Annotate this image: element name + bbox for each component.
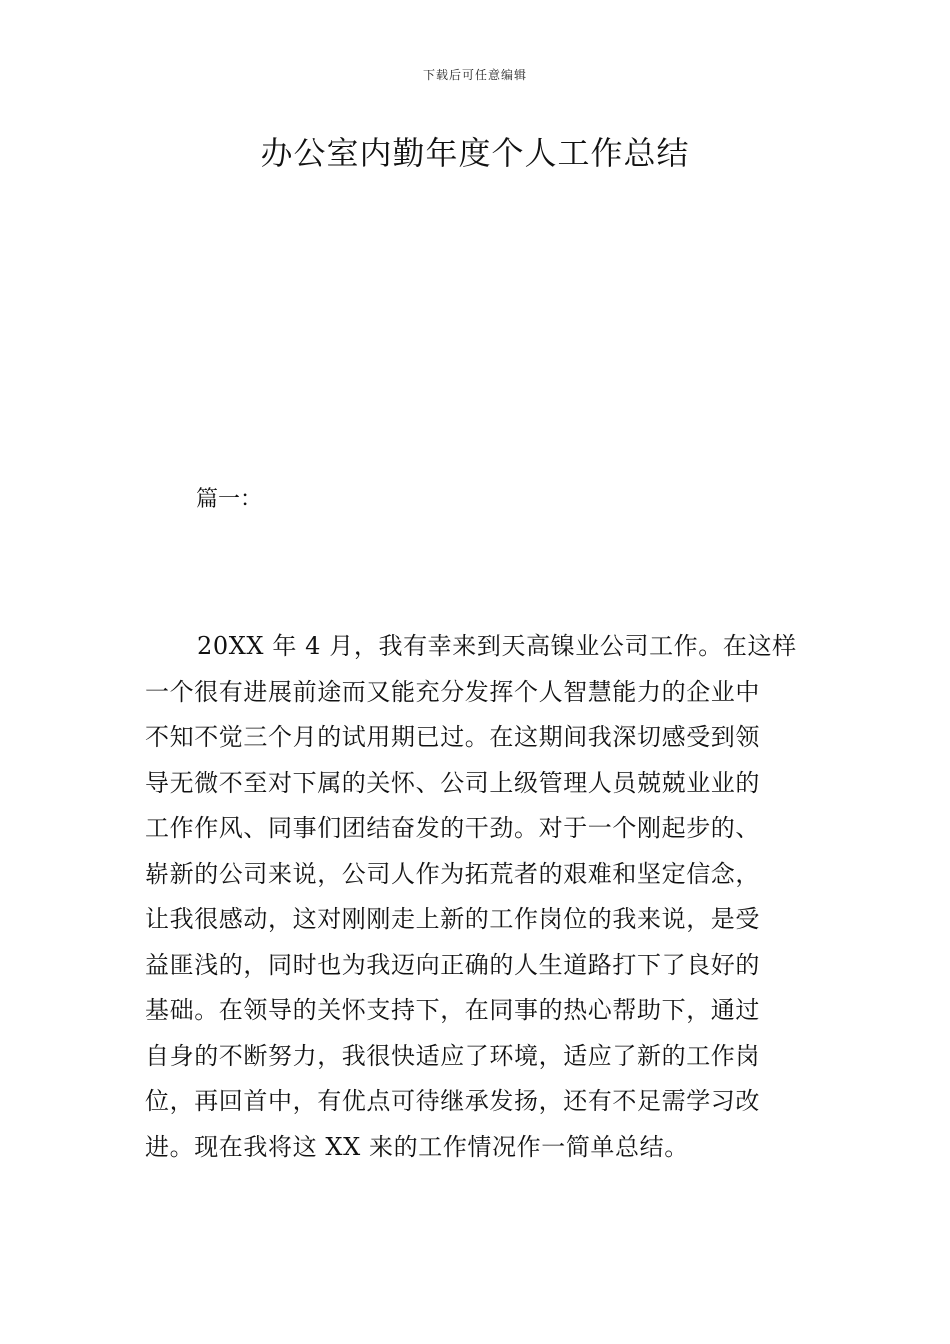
paragraph-line: 工作作风、同事们团结奋发的干劲。对于一个刚起步的、 bbox=[145, 814, 760, 842]
paragraph-line: 让我很感动，这对刚刚走上新的工作岗位的我来说，是受 bbox=[145, 905, 760, 933]
document-title: 办公室内勤年度个人工作总结 bbox=[260, 134, 690, 172]
header-note: 下载后可任意编辑 bbox=[422, 68, 527, 82]
paragraph-line: 基础。在领导的关怀支持下，在同事的热心帮助下，通过 bbox=[145, 996, 760, 1024]
paragraph-line: 导无微不至对下属的关怀、公司上级管理人员兢兢业业的 bbox=[145, 768, 760, 797]
paragraph-line: 自身的不断努力，我很快适应了环境，适应了新的工作岗 bbox=[145, 1041, 760, 1070]
paragraph-line: 不知不觉三个月的试用期已过。在这期间我深切感受到领 bbox=[145, 723, 760, 751]
body-paragraph bbox=[145, 624, 810, 1170]
section-heading: 篇一： bbox=[196, 487, 263, 512]
paragraph-line: 20XX 年 4 月，我有幸来到天高镍业公司工作。在这样 bbox=[197, 632, 797, 660]
paragraph-line: 崭新的公司来说，公司人作为拓荒者的艰难和坚定信念， bbox=[145, 859, 760, 888]
paragraph-line: 益匪浅的，同时也为我迈向正确的人生道路打下了良好的 bbox=[145, 950, 760, 979]
paragraph-line: 位，再回首中，有优点可待继承发扬，还有不足需学习改 bbox=[145, 1087, 760, 1115]
paragraph-line: 进。现在我将这 XX 来的工作情况作一简单总结。 bbox=[145, 1132, 689, 1161]
paragraph-line: 一个很有进展前途而又能充分发挥个人智慧能力的企业中 bbox=[145, 677, 760, 706]
